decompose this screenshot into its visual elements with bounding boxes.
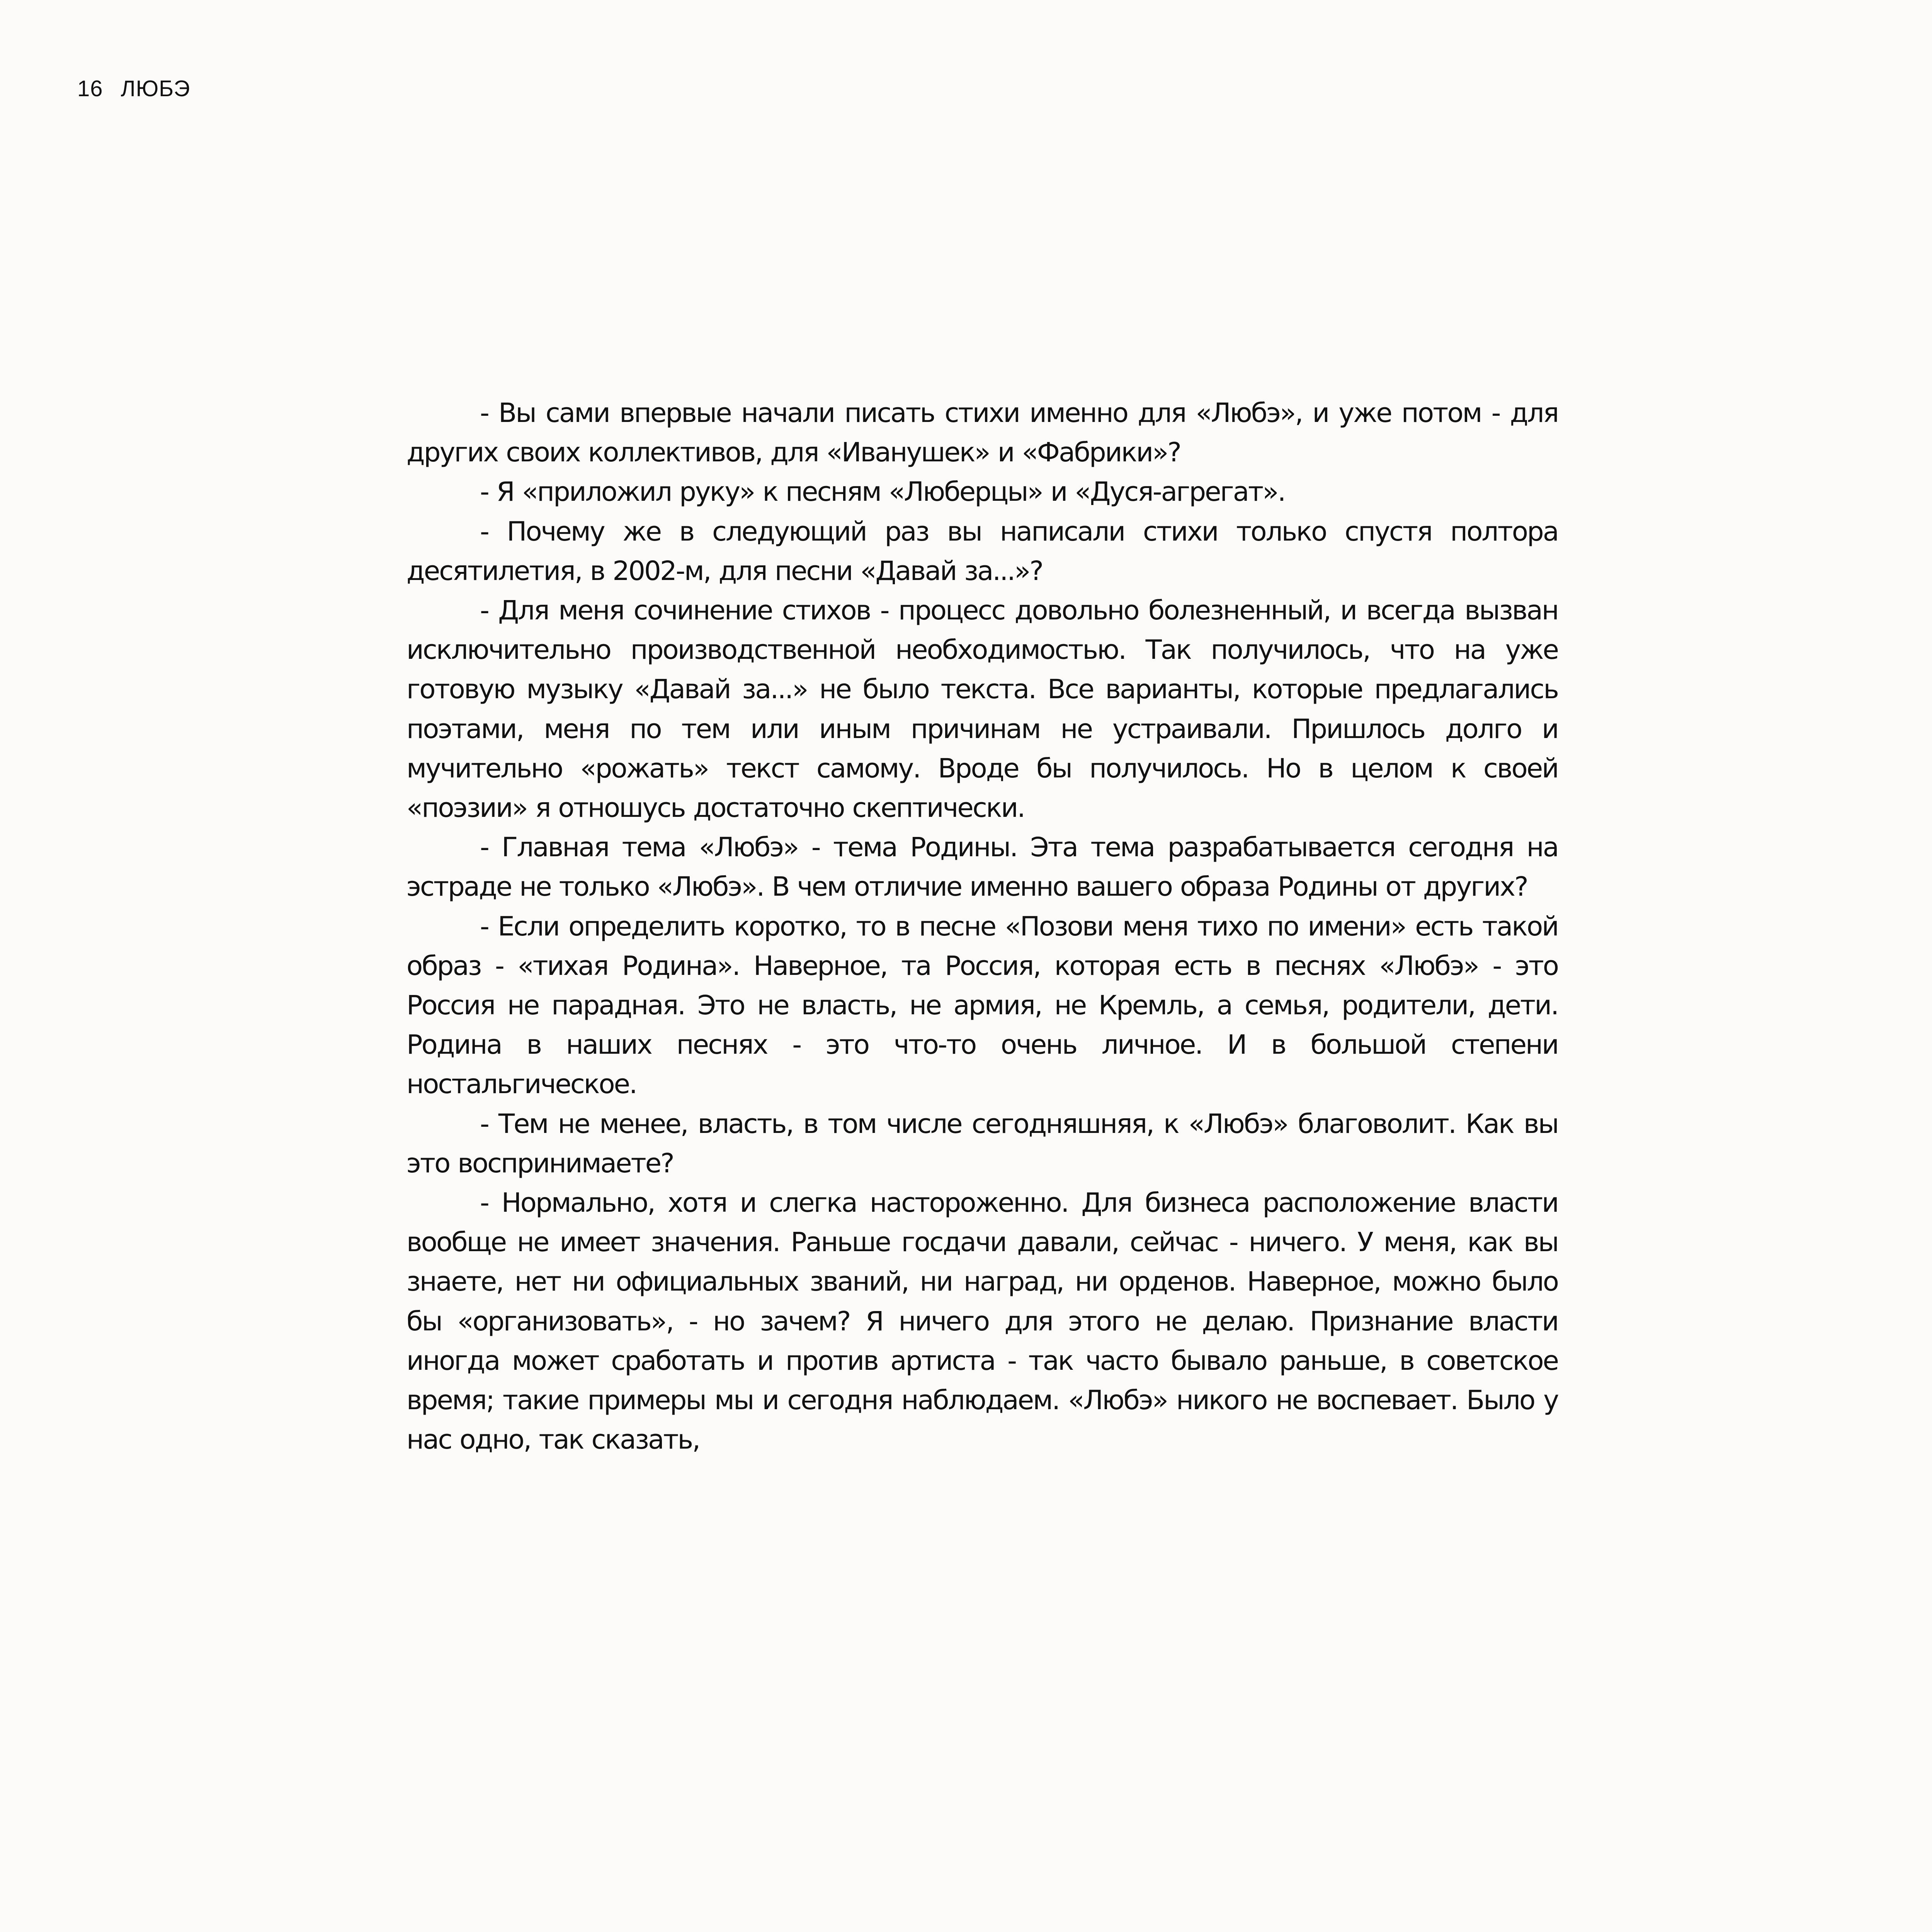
paragraph-question: - Главная тема «Любэ» - тема Родины. Эта тема разрабатывается сегодня на эстраде не только «Любэ». В чем отличие именно вашего образа Родины от других? <box>406 832 1558 903</box>
paragraph-answer: - Я «приложил руку» к песням «Люберцы» и «Дуся-агрегат». <box>480 476 1285 508</box>
page-number: 16 <box>77 76 103 101</box>
paragraph-question: - Вы сами впервые начали писать стихи именно для «Любэ», и уже потом - для других своих коллективов, для «Иванушек» и «Фабрики»? <box>406 398 1558 468</box>
running-title: ЛЮБЭ <box>121 76 190 101</box>
paragraph-answer: - Для меня сочинение стихов - процесс довольно болезненный, и всегда вызван исключительно производственной необходимостью. Так получилось, что на уже готовую музыку «Давай за...» не было текста. Все варианты, которые предлагались поэтами, меня по тем или иным причинам не устраивали. Пришлось долго и мучительно «рожать» текст самому. Вроде бы получилось. Но в целом к своей «поэзии» я отношусь достаточно скептически. <box>406 595 1558 824</box>
paragraph-question: - Тем не менее, власть, в том числе сегодняшняя, к «Любэ» благоволит. Как вы это воспринимаете? <box>406 1108 1558 1179</box>
paragraph-answer: - Нормально, хотя и слегка настороженно. Для бизнеса расположение власти вообще не имеет значения. Раньше госдачи давали, сейчас - ничего. У меня, как вы знаете, нет ни официальных званий, ни наград, ни орденов. Наверное, можно было бы «организовать», - но зачем? Я ничего для этого не делаю. Признание власти иногда может сработать и против артиста - так часто бывало раньше, в советское время; такие примеры мы и сегодня наблюдаем. «Любэ» никого не воспевает. Было у нас одно, так сказать, <box>406 1187 1558 1456</box>
article-body <box>406 393 1558 1459</box>
paragraph-answer: - Если определить коротко, то в песне «Позови меня тихо по имени» есть такой образ - «тихая Родина». Наверное, та Россия, которая есть в песнях «Любэ» - это Россия не парадная. Это не власть, не армия, не Кремль, а семья, родители, дети. Родина в наших песнях - это что-то очень личное. И в большой степени ностальгическое. <box>406 911 1558 1100</box>
paragraph-question: - Почему же в следующий раз вы написали стихи только спустя полтора десятилетия, в 2002-м, для песни «Давай за...»? <box>406 516 1558 587</box>
running-head <box>77 75 190 102</box>
